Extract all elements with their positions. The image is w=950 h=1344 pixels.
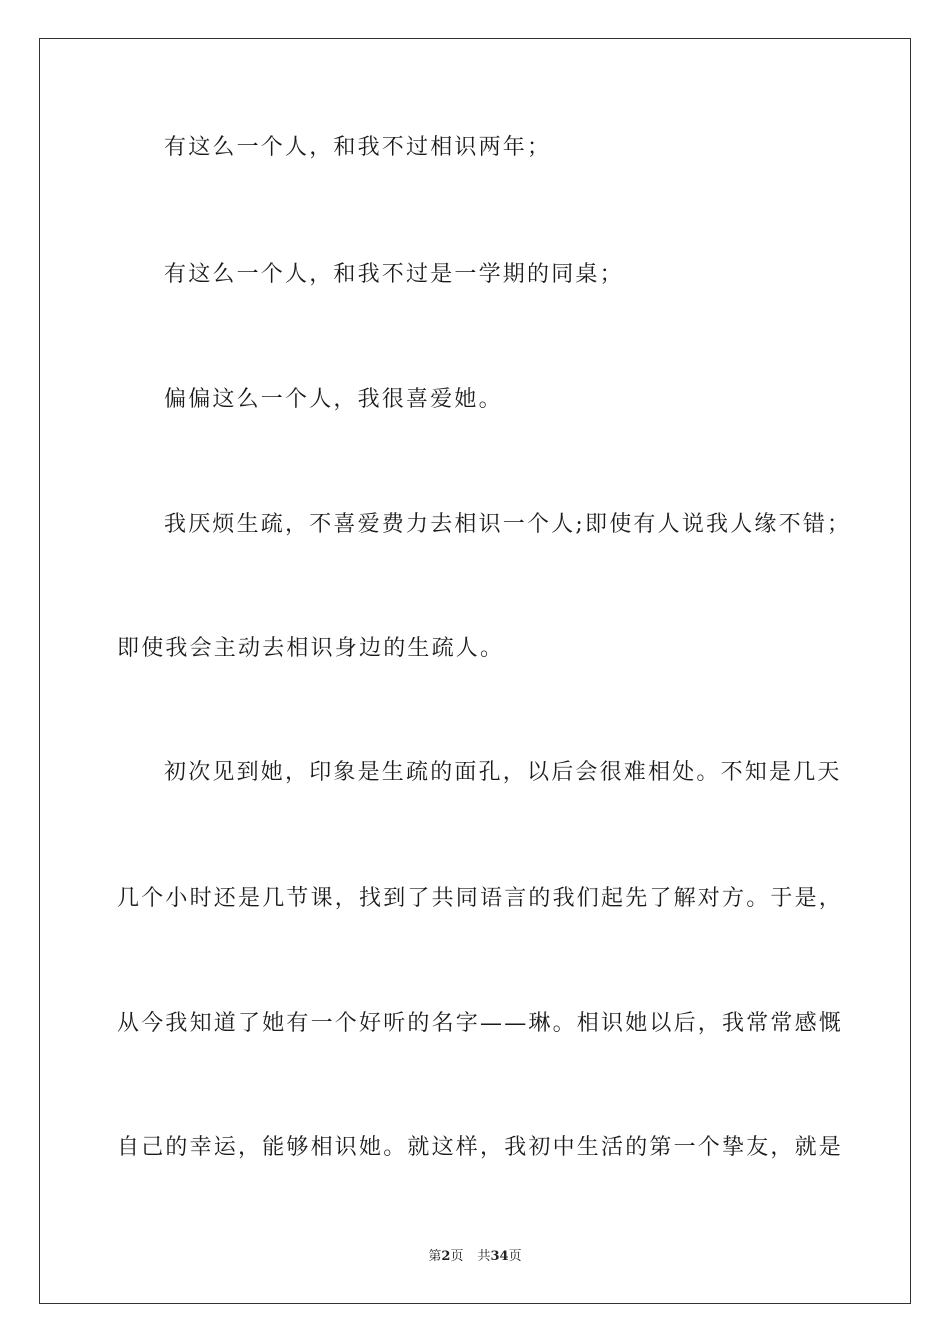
paragraph-line-3: 偏偏这么一个人，我很喜爱她。	[164, 387, 503, 412]
page-suffix: 页	[450, 1249, 464, 1264]
paragraph-line-9: 自己的幸运，能够相识她。就这样，我初中生活的第一个挚友，就是	[117, 1135, 844, 1160]
page-prefix: 第	[428, 1249, 442, 1264]
paragraph-line-8: 从今我知道了她有一个好听的名字——琳。相识她以后，我常常感慨	[117, 1011, 844, 1036]
paragraph-line-2: 有这么一个人，和我不过是一学期的同桌；	[164, 262, 624, 287]
paragraph-line-5: 即使我会主动去相识身边的生疏人。	[117, 636, 505, 661]
total-prefix: 共	[477, 1249, 491, 1264]
page-frame	[39, 38, 911, 1304]
page-footer	[0, 1248, 950, 1266]
paragraph-line-7: 几个小时还是几节课，找到了共同语言的我们起先了解对方。于是，	[117, 886, 844, 911]
page-current: 2	[441, 1249, 451, 1264]
total-suffix: 页	[508, 1249, 522, 1264]
page-total: 34	[490, 1249, 509, 1264]
paragraph-line-4: 我厌烦生疏，不喜爱费力去相识一个人;即使有人说我人缘不错；	[164, 512, 852, 537]
paragraph-line-1: 有这么一个人，和我不过相识两年；	[164, 135, 552, 160]
paragraph-line-6: 初次见到她，印象是生疏的面孔，以后会很难相处。不知是几天	[164, 760, 842, 785]
